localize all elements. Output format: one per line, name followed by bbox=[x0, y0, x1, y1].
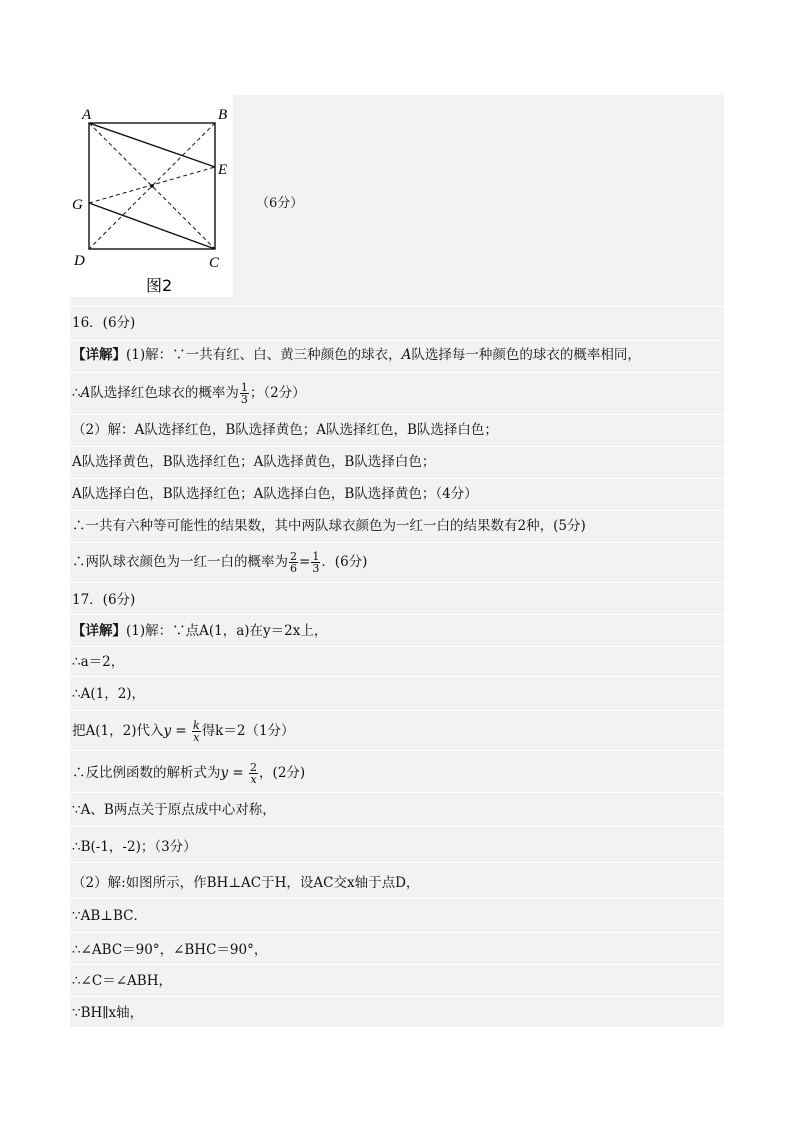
q17-line-3: ∴A(1，2)， bbox=[72, 686, 146, 702]
row-separator bbox=[70, 826, 724, 827]
equals-sign: = bbox=[228, 765, 249, 781]
q17-line-10: ∴∠ABC＝90°，∠BHC＝90°， bbox=[72, 942, 268, 958]
q16-line-7 bbox=[72, 551, 367, 574]
row-separator bbox=[70, 510, 724, 511]
row-separator bbox=[70, 996, 724, 997]
row-separator bbox=[70, 306, 724, 307]
row-separator bbox=[70, 372, 724, 373]
q17-l4-text: 把A(1，2)代入 bbox=[72, 723, 164, 739]
row-separator bbox=[70, 676, 724, 677]
row-separator bbox=[70, 792, 724, 793]
fraction-one-third bbox=[311, 551, 320, 574]
label-e: E bbox=[218, 162, 228, 178]
q16-l2-post: ；（2分） bbox=[249, 385, 306, 401]
q17-header: 17．(6分) bbox=[72, 592, 136, 608]
row-separator bbox=[70, 614, 724, 615]
label-d: D bbox=[74, 253, 85, 269]
q17-l5-post: ，(2分) bbox=[259, 765, 306, 781]
row-separator bbox=[70, 542, 724, 543]
numerator: 2 bbox=[250, 761, 258, 774]
denominator: x bbox=[193, 731, 200, 744]
team-a: A bbox=[80, 385, 91, 401]
row-separator bbox=[70, 646, 724, 647]
var-y: y bbox=[163, 723, 172, 739]
q17-line-8: （2）解:如图所示，作BH⊥AC于H，设AC交x轴于点D， bbox=[72, 875, 420, 891]
q16-line-6: ∴一共有六种等可能性的结果数，其中两队球衣颜色为一红一白的结果数有2种，(5分) bbox=[72, 518, 586, 534]
fraction-2-over-x bbox=[249, 762, 258, 785]
row-separator bbox=[70, 862, 724, 863]
row-separator bbox=[70, 710, 724, 711]
q17-line-4 bbox=[72, 720, 295, 743]
row-separator bbox=[70, 932, 724, 933]
geometry-figure bbox=[70, 95, 233, 297]
label-c: C bbox=[209, 255, 220, 271]
q16-line-1 bbox=[72, 345, 641, 365]
square-diagram bbox=[70, 95, 233, 297]
team-a: A bbox=[401, 347, 412, 363]
numerator: 1 bbox=[240, 381, 248, 394]
label-a: A bbox=[82, 107, 92, 123]
q17-line-2: ∴a＝2， bbox=[72, 654, 125, 670]
row-separator bbox=[70, 414, 724, 415]
equals-sign: = bbox=[171, 723, 192, 739]
q16-header: 16．(6分) bbox=[72, 315, 136, 331]
numerator: k bbox=[193, 719, 200, 732]
q17-line-7: ∴B(-1，-2)；（3分） bbox=[72, 839, 197, 855]
q17-line-12: ∵BH∥x轴， bbox=[72, 1005, 144, 1021]
q17-l1-text: (1)解：∵点A(1，a)在y＝2x上， bbox=[126, 623, 328, 639]
q17-line-1 bbox=[72, 621, 327, 641]
row-separator bbox=[70, 964, 724, 965]
numerator: 1 bbox=[312, 550, 320, 563]
figure-caption: 图2 bbox=[146, 276, 173, 295]
q17-line-9: ∵AB⊥BC． bbox=[72, 908, 147, 924]
q17-line-11: ∴∠C＝∠ABH， bbox=[72, 973, 172, 989]
fraction-two-sixths bbox=[289, 551, 298, 574]
row-separator bbox=[70, 750, 724, 751]
denominator: 3 bbox=[240, 393, 248, 406]
row-separator bbox=[70, 478, 724, 479]
fraction-k-over-x bbox=[192, 720, 201, 743]
label-b: B bbox=[218, 107, 228, 123]
detail-tag: 【详解】 bbox=[72, 623, 126, 639]
q17-l5-text: ∴反比例函数的解析式为 bbox=[72, 765, 221, 781]
denominator: 3 bbox=[312, 562, 320, 575]
q17-l4-post: 得k＝2（1分） bbox=[201, 723, 295, 739]
var-y: y bbox=[220, 765, 229, 781]
q16-l7-post: ．(6分) bbox=[321, 554, 368, 570]
q16-line-4: A队选择黄色，B队选择红色；A队选择黄色，B队选择白色； bbox=[72, 454, 436, 470]
row-separator bbox=[70, 898, 724, 899]
q16-line-3: （2）解：A队选择红色，B队选择黄色；A队选择红色，B队选择白色； bbox=[72, 422, 498, 438]
q17-line-5 bbox=[72, 762, 305, 785]
q16-l1-text2: 队选择每一种颜色的球衣的概率相同， bbox=[411, 347, 641, 363]
detail-tag: 【详解】 bbox=[72, 347, 126, 363]
q16-l7-text: ∴两队球衣颜色为一红一白的概率为 bbox=[72, 554, 288, 570]
denominator: x bbox=[250, 773, 257, 786]
row-separator bbox=[70, 446, 724, 447]
equals-sign: = bbox=[299, 554, 311, 570]
fraction-one-third bbox=[240, 382, 249, 405]
denominator: 6 bbox=[290, 562, 297, 575]
row-separator bbox=[70, 582, 724, 583]
q17-line-6: ∵A、B两点关于原点成中心对称， bbox=[72, 802, 276, 818]
q16-line-2 bbox=[72, 382, 306, 405]
segment-ae bbox=[89, 123, 215, 167]
therefore-sign: ∴ bbox=[72, 385, 81, 401]
label-g: G bbox=[72, 197, 83, 213]
figure-score: （6分） bbox=[256, 196, 304, 211]
row-separator bbox=[70, 340, 724, 341]
q16-line-5: A队选择白色，B队选择红色；A队选择白色，B队选择黄色；（4分） bbox=[72, 486, 478, 502]
q16-l2-text: 队选择红色球衣的概率为 bbox=[90, 385, 239, 401]
segment-gc bbox=[89, 203, 215, 249]
center-point bbox=[150, 184, 154, 188]
q16-l1-text: (1)解：∵一共有红、白、黄三种颜色的球衣， bbox=[126, 347, 402, 363]
numerator: 2 bbox=[290, 550, 297, 563]
